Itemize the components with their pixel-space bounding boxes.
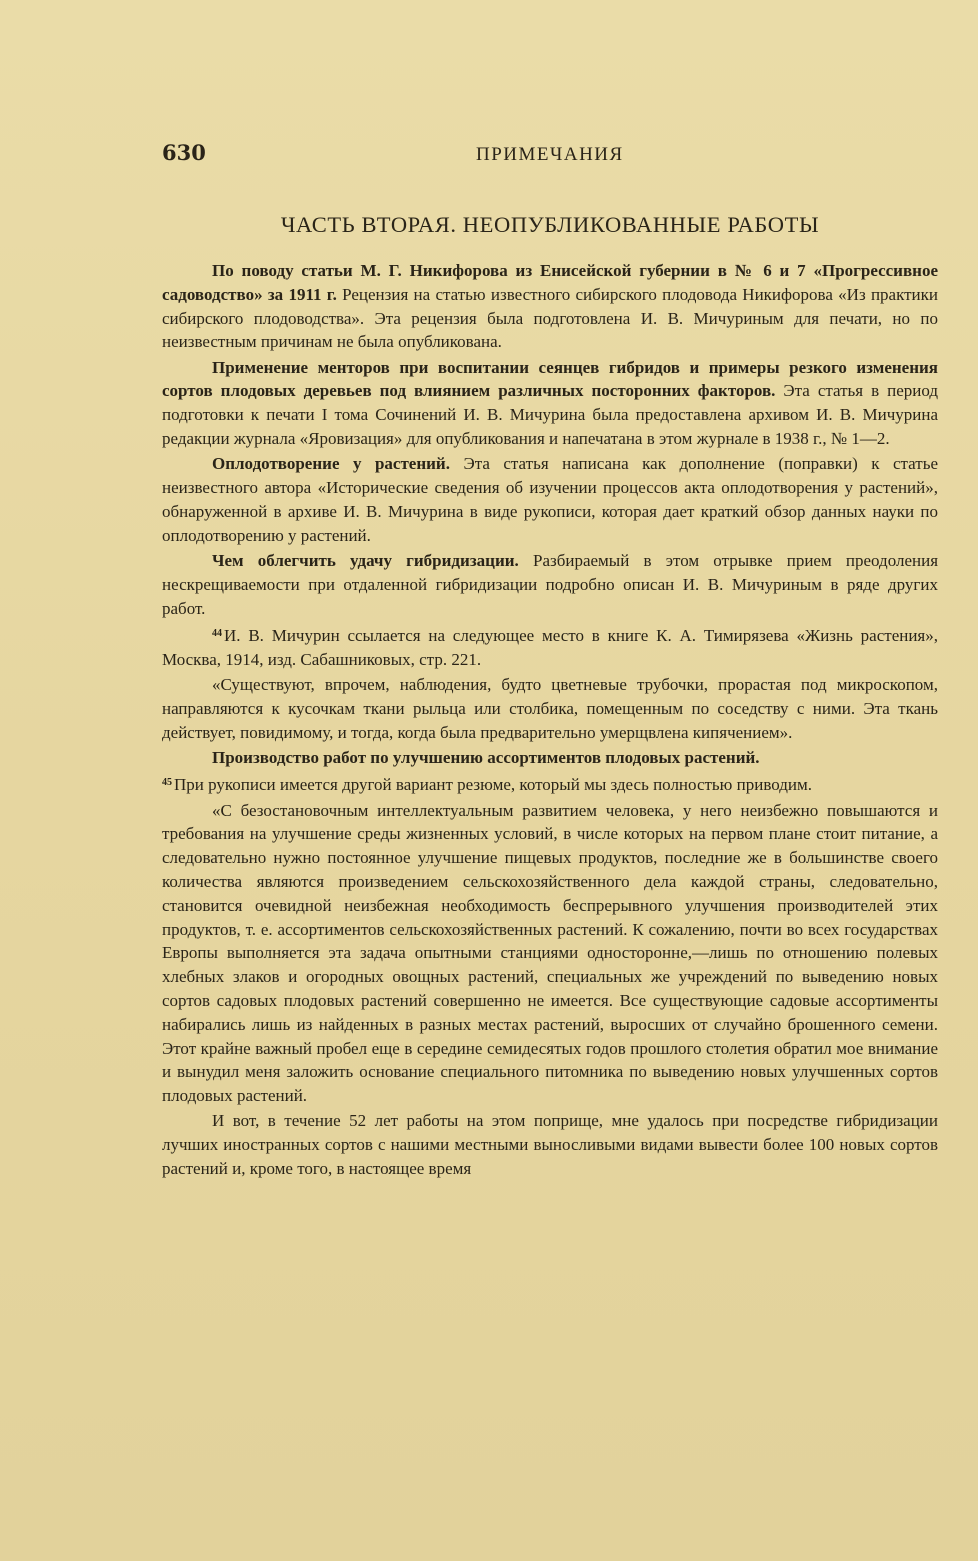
quote-text: «Существуют, впрочем, наблюдения, будто цветневые трубочки, прорастая под микроскопом, направляются к кусочкам ткани рыльца или столбика, помещенным по соседству с ними. Эта ткань действует, повидимому, и тогда, когда была предварительно умерщвлена кипячением». bbox=[162, 675, 938, 742]
quote-paragraph bbox=[162, 673, 938, 744]
page-number: 630 bbox=[162, 140, 206, 165]
note-text: Рецензия на статью известного сибирского плодовода Никифорова «Из практики сибирского плодоводства». Эта рецензия была подготовлена И. В. Мичуриным для печати, но по неизвестным причинам не была опубликована. bbox=[162, 284, 939, 352]
page-header bbox=[162, 140, 938, 172]
quote-paragraph bbox=[162, 1109, 938, 1180]
note-paragraph bbox=[162, 259, 938, 354]
note-title: Чем облегчить удачу гибридизации. bbox=[212, 551, 519, 571]
quote-text: «С безостановочным интеллектуальным развитием человека, у него неизбежно повышаются и требования на улучшение среды жизненных условий, в числе которых на первом плане стоит питание, а следовательно нужно постоянное улучшение пищевых продуктов, последние же в большинстве своего количества являются произведением сельскохозяйственного дела каждой страны, следовательно, становится очевидной неизбежная необходимость беспрерывного улучшения производителей этих продуктов, т. е. ассортиментов сельскохозяйственных растений. К сожалению, почти во всех государствах Европы выполняется эта задача опытными станциями односторонне,—лишь по отношению полевых хлебных злаков и огородных овощных растений, специальных же учреждений по выведению новых сортов садовых плодовых растений совершенно не имеется. Все существующие садовые ассортименты набирались лишь из найденных в разных местах растений, выросших от случайно брошенного семени. Этот крайне важный пробел еще в середине семидесятых годов прошлого столетия обратил мое внимание и вынудил меня заложить основание специального питомника по выведению новых улучшенных сортов плодовых растений. bbox=[162, 800, 938, 1106]
note-title: Производство работ по улучшению ассортиментов плодовых растений. bbox=[212, 747, 760, 767]
footnote-paragraph bbox=[162, 771, 938, 797]
note-title: Применение менторов при воспитании сеянцев гибридов и примеры резкого изменения сортов плодовых деревьев под влиянием различных посторонних факторов. bbox=[162, 357, 938, 401]
footnote-number: 44 bbox=[212, 627, 222, 639]
note-paragraph bbox=[162, 549, 938, 620]
note-title: По поводу статьи М. Г. Никифорова из Енисейской губернии в № 6 и 7 «Прогрессивное садоводство» за 1911 г. bbox=[162, 261, 938, 304]
note-paragraph bbox=[162, 746, 938, 770]
note-text: Разбираемый в этом отрывке прием преодоления нескрещиваемости при отдаленной гибридизации подробно описан И. В. Мичуриным в ряде других работ. bbox=[162, 551, 939, 618]
notes-body bbox=[162, 259, 938, 1182]
note-text: Эта статья в период подготовки к печати I тома Сочинений И. В. Мичурина была предоставлена архивом И. В. Мичурина редакции журнала «Яровизация» для опубликования и напечатана в этом журнале в 1938 г., № 1—2. bbox=[162, 381, 939, 449]
part-title: ЧАСТЬ ВТОРАЯ. НЕОПУБЛИКОВАННЫЕ РАБОТЫ bbox=[280, 212, 820, 237]
footnote-paragraph bbox=[162, 622, 938, 672]
note-paragraph bbox=[162, 356, 938, 451]
footnote-text: При рукописи имеется другой вариант резюме, который мы здесь полностью приводим. bbox=[174, 775, 812, 795]
running-head: ПРИМЕЧАНИЯ bbox=[476, 144, 624, 165]
quote-text: И вот, в течение 52 лет работы на этом поприще, мне удалось при посредстве гибридизации лучших иностранных сортов с нашими местными выносливыми видами вывести более 100 новых сортов растений и, кроме того, в настоящее время bbox=[162, 1111, 938, 1178]
note-title: Оплодотворение у растений. bbox=[212, 454, 450, 474]
quote-paragraph bbox=[162, 799, 938, 1108]
note-paragraph bbox=[162, 452, 938, 547]
note-text: Эта статья написана как дополнение (поправки) к статье неизвестного автора «Исторические сведения об изучении процессов акта оплодотворения у растений», обнаруженной в архиве И. В. Мичурина в виде рукописи, которая дает краткий обзор данных науки по оплодотворению у растений. bbox=[162, 454, 938, 545]
footnote-number: 45 bbox=[162, 777, 172, 789]
footnote-text: И. В. Мичурин ссылается на следующее место в книге К. А. Тимирязева «Жизнь растения», Москва, 1914, изд. Сабашниковых, стр. 221. bbox=[162, 625, 938, 669]
